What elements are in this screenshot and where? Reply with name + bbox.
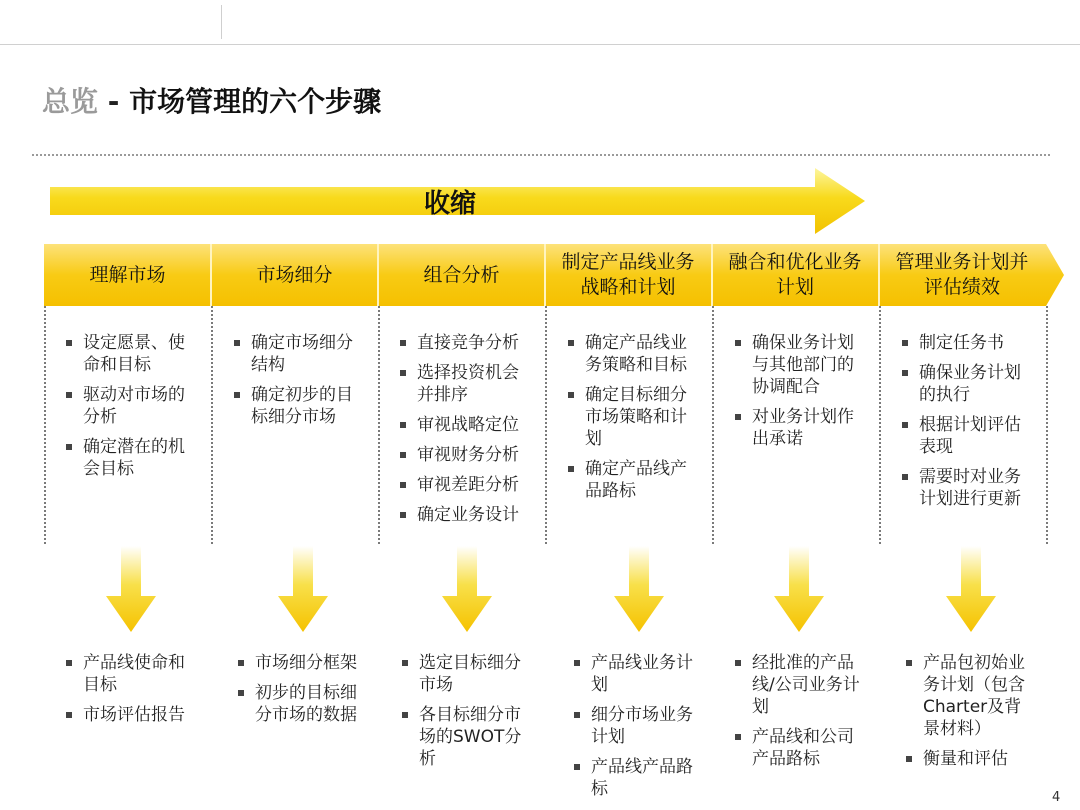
output-item: 选定目标细分市场 bbox=[392, 652, 534, 696]
activity-item: 审视差距分析 bbox=[390, 474, 535, 496]
output-item: 产品包初始业务计划（包含Charter及背景材料） bbox=[896, 652, 1038, 740]
down-arrow bbox=[278, 546, 328, 632]
activity-item: 需要时对业务计划进行更新 bbox=[892, 466, 1034, 510]
down-arrow bbox=[614, 546, 664, 632]
down-arrow bbox=[442, 546, 492, 632]
step-label-6: 管理业务计划并评估绩效 bbox=[895, 251, 1029, 298]
column-divider bbox=[1046, 306, 1048, 544]
activity-item: 确定产品线产品路标 bbox=[558, 458, 700, 502]
column-divider bbox=[378, 306, 380, 544]
activities-list-3 bbox=[390, 332, 535, 534]
activities-list-6 bbox=[892, 332, 1034, 518]
outputs-list-3 bbox=[392, 652, 534, 778]
output-item: 细分市场业务计划 bbox=[564, 704, 706, 748]
output-item: 产品线使命和目标 bbox=[56, 652, 201, 696]
down-arrow bbox=[946, 546, 996, 632]
activity-item: 确保业务计划与其他部门的协调配合 bbox=[725, 332, 867, 398]
column-divider bbox=[44, 306, 46, 544]
title-divider bbox=[32, 154, 1050, 156]
outputs-list-5 bbox=[725, 652, 867, 778]
step-label-1: 理解市场 bbox=[89, 263, 166, 286]
output-item: 产品线业务计划 bbox=[564, 652, 706, 696]
activity-item: 对业务计划作出承诺 bbox=[725, 406, 867, 450]
page-number: 4 bbox=[1052, 790, 1061, 805]
outputs-list-4 bbox=[564, 652, 706, 808]
outputs-list-6 bbox=[896, 652, 1038, 778]
column-divider bbox=[211, 306, 213, 544]
activity-item: 确定目标细分市场策略和计划 bbox=[558, 384, 700, 450]
activities-list-2 bbox=[224, 332, 366, 436]
column-divider bbox=[545, 306, 547, 544]
activity-item: 确定市场细分结构 bbox=[224, 332, 366, 376]
column-divider bbox=[879, 306, 881, 544]
title-separator: - bbox=[98, 85, 130, 118]
outputs-list-2 bbox=[228, 652, 370, 734]
header-tick bbox=[221, 5, 222, 39]
activity-item: 确定业务设计 bbox=[390, 504, 535, 526]
activities-list-1 bbox=[56, 332, 198, 488]
activity-item: 制定任务书 bbox=[892, 332, 1034, 354]
activity-item: 直接竞争分析 bbox=[390, 332, 535, 354]
output-item: 衡量和评估 bbox=[896, 748, 1038, 770]
header-rule bbox=[0, 44, 1080, 45]
step-label-3: 组合分析 bbox=[423, 263, 500, 286]
down-arrow bbox=[774, 546, 824, 632]
activity-item: 确保业务计划的执行 bbox=[892, 362, 1034, 406]
activity-item: 根据计划评估表现 bbox=[892, 414, 1034, 458]
title-main: 市场管理的六个步骤 bbox=[129, 85, 382, 118]
activity-item: 驱动对市场的分析 bbox=[56, 384, 198, 428]
outputs-list-1 bbox=[56, 652, 201, 734]
output-item: 产品线产品路标 bbox=[564, 756, 706, 800]
output-item: 经批准的产品线/公司业务计划 bbox=[725, 652, 867, 718]
output-item: 市场细分框架 bbox=[228, 652, 370, 674]
step-label-5: 融合和优化业务计划 bbox=[728, 251, 862, 298]
activity-item: 选择投资机会并排序 bbox=[390, 362, 535, 406]
arrow-label: 收缩 bbox=[423, 189, 476, 219]
step-label-4: 制定产品线业务战略和计划 bbox=[561, 251, 695, 298]
activity-item: 确定初步的目标细分市场 bbox=[224, 384, 366, 428]
output-item: 市场评估报告 bbox=[56, 704, 201, 726]
output-item: 各目标细分市场的SWOT分析 bbox=[392, 704, 534, 770]
down-arrow bbox=[106, 546, 156, 632]
output-item: 初步的目标细分市场的数据 bbox=[228, 682, 370, 726]
activity-item: 审视财务分析 bbox=[390, 444, 535, 466]
column-divider bbox=[712, 306, 714, 544]
activities-list-4 bbox=[558, 332, 700, 510]
activities-list-5 bbox=[725, 332, 867, 458]
activity-item: 设定愿景、使命和目标 bbox=[56, 332, 198, 376]
step-label-2: 市场细分 bbox=[256, 263, 333, 286]
activity-item: 确定潜在的机会目标 bbox=[56, 436, 198, 480]
page-title bbox=[42, 80, 381, 120]
output-item: 产品线和公司产品路标 bbox=[725, 726, 867, 770]
title-prefix: 总览 bbox=[42, 85, 99, 118]
activity-item: 确定产品线业务策略和目标 bbox=[558, 332, 700, 376]
activity-item: 审视战略定位 bbox=[390, 414, 535, 436]
